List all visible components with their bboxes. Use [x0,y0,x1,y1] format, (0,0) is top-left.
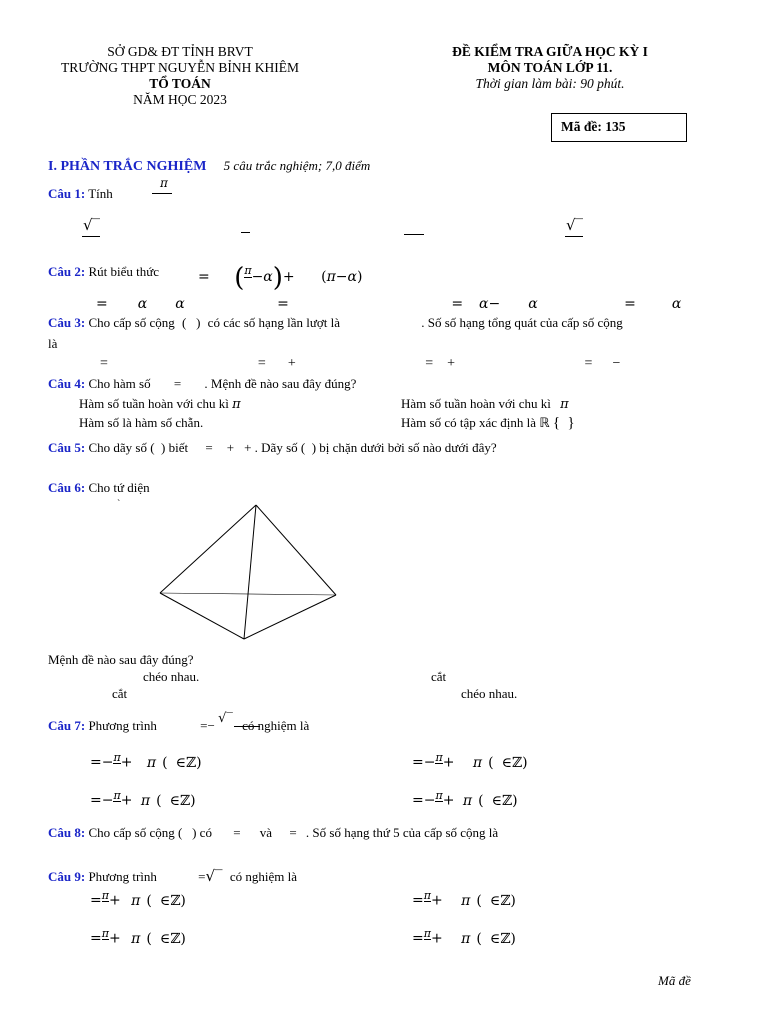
q1-d-bar [565,236,583,237]
question-8: Câu 8: Cho cấp số cộng ( ) có = và = . Số số hạng thứ 5 của cấp số cộng là [48,825,499,840]
year-line: NĂM HỌC 2023 [133,92,227,107]
school-line: TRƯỜNG THPT NGUYỄN BỈNH KHIÊM [61,60,299,75]
time-line: Thời gian làm bài: 90 phút. [475,76,625,91]
q6-label: Câu 6: [48,480,86,495]
group-line: TỔ TOÁN [149,76,211,91]
q1-fraction: π [160,176,168,190]
q8-label: Câu 8: [48,825,86,840]
q4-option-b: Hàm số tuần hoàn với chu kì π [401,396,569,412]
q6-text: Cho tứ diện [88,480,150,495]
q2-text: Rút biểu thức [88,264,160,279]
q4-option-d: Hàm số có tập xác định là ℝ { } [401,415,575,431]
q2-expression: = ( π −α)+ (π−α) [198,263,363,293]
q9-option-b: = π + π ( ∈ℤ) [412,890,516,911]
question-1 [48,186,113,202]
q2-options: = α α = = α− α = α [96,296,682,312]
q7-option-c: =− π + π ( ∈ℤ) [90,790,196,811]
q1-fraction-bar [152,193,172,194]
q7-text: Phương trình [88,718,157,733]
q1-label: Câu 1: [48,186,86,201]
q7-label: Câu 7: [48,718,86,733]
q7-fraction-bar [234,726,260,727]
q1-option-d: √‾ [566,216,584,234]
question-3: Câu 3: Cho cấp số cộng ( ) có các số hạng lần lượt là . Số số hạng tổng quát của cấp số cộng [48,315,623,330]
q9-option-c: = π + π ( ∈ℤ) [90,928,186,949]
q3-text3: . Số số hạng tổng quát của cấp số cộng [421,315,623,330]
q8-text2: có [199,825,212,840]
q8-text3: và [259,825,273,840]
question-4: Câu 4: Cho hàm số = . Mệnh đề nào sau đây đúng? [48,376,357,391]
q9-option-d: = π + π ( ∈ℤ) [412,928,516,949]
q3-label: Câu 3: [48,315,86,330]
q4-text2: . Mệnh đề nào sau đây đúng? [204,376,357,391]
question-5: Câu 5: Cho dãy số ( ) biết = + + . Dãy số ( ) bị chặn dưới bởi số nào dưới đây? [48,440,497,455]
footer-code: Mã đề [658,973,691,988]
q7-option-d: =− π + π ( ∈ℤ) [412,790,518,811]
q1-text: Tính [88,186,113,201]
q1-option-c [404,234,424,235]
exam-title: ĐỀ KIỂM TRA GIỮA HỌC KỲ I [452,44,648,59]
q6-option-c: cắt [112,686,128,701]
q3-text4: là [48,336,58,351]
q3-options: = = + = + = − [100,356,621,371]
q2-label: Câu 2: [48,264,86,279]
q9-option-a: = π + π ( ∈ℤ) [90,890,186,911]
question-7: Câu 7: Phương trình =− √‾ có nghiệm là [48,711,310,733]
question-9: Câu 9: Phương trình =√‾ có nghiệm là [48,867,297,885]
q8-text: Cho cấp số cộng [88,825,175,840]
tetrahedron-figure [117,495,350,645]
q1-option-b [241,232,250,233]
q4-option-a: Hàm số tuần hoàn với chu kì π [79,396,241,412]
q5-text2: biết [168,440,189,455]
header-left [60,44,300,108]
q8-text4: . Số số hạng thứ 5 của cấp số cộng là [305,825,499,840]
q6-option-d: chéo nhau. [461,686,518,701]
q3-text2: có các số hạng lần lượt là [207,315,340,330]
question-2 [48,264,159,280]
q6-option-b: cắt [431,669,447,684]
q3-text: Cho cấp số cộng [88,315,175,330]
q9-label: Câu 9: [48,869,86,884]
svg-text:`: ` [117,499,121,510]
q1-a-bar [82,236,100,237]
q5-text4: bị chặn dưới bởi số nào dưới đây? [319,440,497,455]
dept-line: SỞ GD& ĐT TỈNH BRVT [107,44,253,59]
section-title: I. PHẦN TRẮC NGHIỆM [48,159,207,174]
q7-option-b: =− π + π ( ∈ℤ) [412,752,528,773]
q6-prompt: Mệnh đề nào sau đây đúng? [48,652,194,667]
q5-label: Câu 5: [48,440,86,455]
exam-code-box [551,113,687,142]
question-6 [48,480,150,496]
exam-code: Mã đề: 135 [561,119,626,134]
q4-text: Cho hàm số [88,376,151,391]
q1-option-a: √‾ [83,216,101,234]
q6-option-a: chéo nhau. [143,669,200,684]
header-right [400,44,700,92]
section-heading [48,158,370,175]
q5-text: Cho dãy số [88,440,147,455]
q7-text2: có nghiệm là [242,718,310,733]
subject-line: MÔN TOÁN LỚP 11. [487,60,613,75]
q7-option-a: =− π + π ( ∈ℤ) [90,752,202,773]
section-note: 5 câu trắc nghiệm; 7,0 điểm [223,158,371,173]
q5-text3: . Dãy số [254,440,298,455]
q9-text: Phương trình [88,869,157,884]
q4-label: Câu 4: [48,376,86,391]
q4-option-c: Hàm số là hàm số chẵn. [79,415,204,430]
q9-text2: có nghiệm là [229,869,297,884]
